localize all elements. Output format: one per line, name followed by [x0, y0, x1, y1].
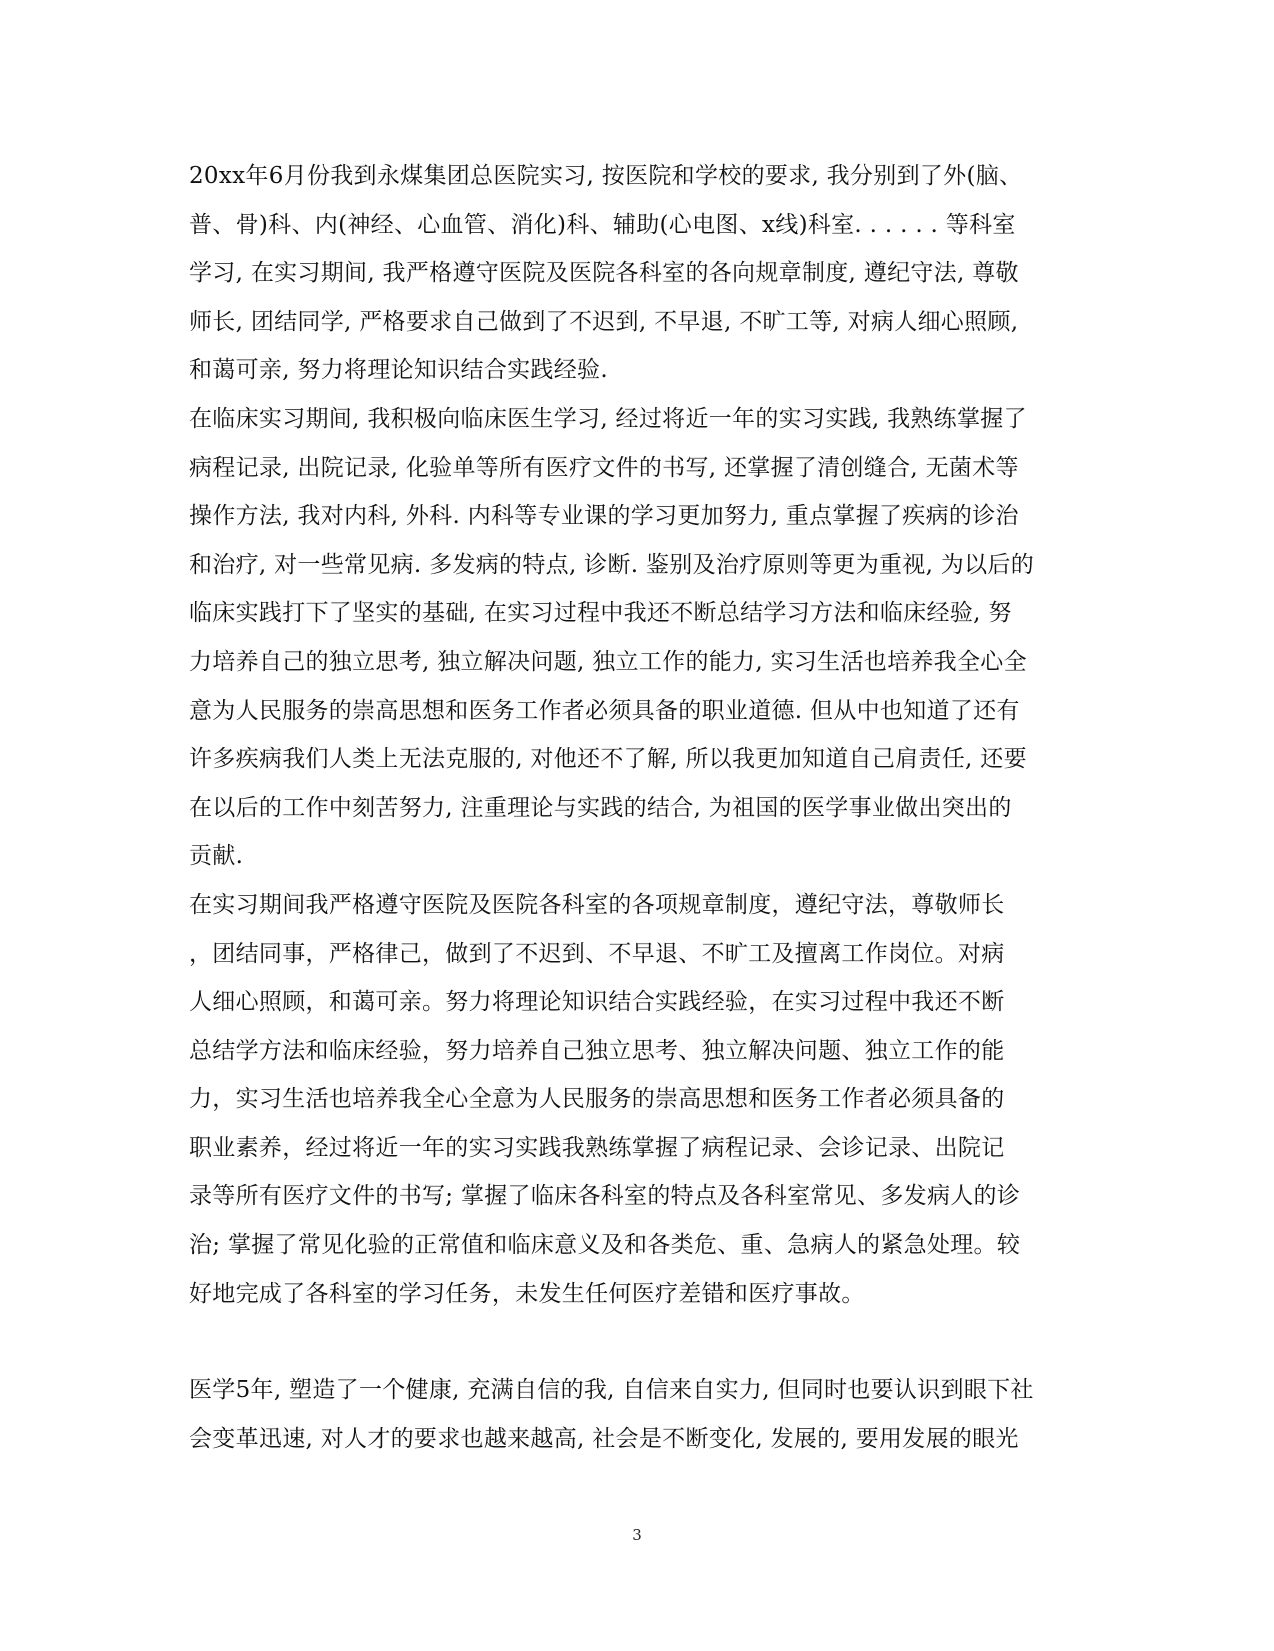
text-line: 在以后的工作中刻苦努力, 注重理论与实践的结合, 为祖国的医学事业做出突出的 [189, 794, 1012, 821]
text-line: 治; 掌握了常见化验的正常值和临床意义及和各类危、重、急病人的紧急处理。较 [189, 1232, 1021, 1259]
text-line: 学习, 在实习期间, 我严格遵守医院及医院各科室的各向规章制度, 遵纪守法, 尊敬 [189, 260, 1019, 287]
text-line: 普、骨)科、内(神经、心血管、消化)科、辅助(心电图、x线)科室. . . . . . 等科室 [189, 211, 1016, 238]
text-line: 20xx年6月份我到永煤集团总医院实习, 按医院和学校的要求, 我分别到了外(脑、 [189, 163, 1023, 189]
text-line: 意为人民服务的崇高思想和医务工作者必须具备的职业道德. 但从中也知道了还有 [189, 697, 1020, 724]
body-text [189, 152, 1079, 1463]
text-line: 好地完成了各科室的学习任务，未发生任何医疗差错和医疗事故。 [189, 1280, 865, 1307]
text-line: 在实习期间我严格遵守医院及医院各科室的各项规章制度，遵纪守法，尊敬师长 [189, 891, 1005, 918]
text-line: 职业素养，经过将近一年的实习实践我熟练掌握了病程记录、会诊记录、出院记 [189, 1134, 1005, 1161]
text-line: 师长, 团结同学, 严格要求自己做到了不迟到, 不早退, 不旷工等, 对病人细心照顾, [189, 308, 1019, 335]
text-line: 贡献. [189, 843, 244, 870]
text-line: 在临床实习期间, 我积极向临床医生学习, 经过将近一年的实习实践, 我熟练掌握了 [189, 405, 1027, 432]
text-line: 临床实践打下了坚实的基础, 在实习过程中我还不断总结学习方法和临床经验, 努 [189, 600, 1012, 627]
text-line: 力培养自己的独立思考, 独立解决问题, 独立工作的能力, 实习生活也培养我全心全 [189, 648, 1027, 675]
text-line: 病程记录, 出院记录, 化验单等所有医疗文件的书写, 还掌握了清创缝合, 无菌术等 [189, 454, 1019, 481]
text-line: 许多疾病我们人类上无法克服的, 对他还不了解, 所以我更加知道自己肩责任, 还要 [189, 746, 1027, 773]
text-line: 录等所有医疗文件的书写; 掌握了临床各科室的特点及各科室常见、多发病人的诊 [189, 1183, 1021, 1210]
text-line: 医学5年, 塑造了一个健康, 充满自信的我, 自信来自实力, 但同时也要认识到眼下社 [189, 1377, 1034, 1404]
text-line: 人细心照顾，和蔼可亲。努力将理论知识结合实践经验，在实习过程中我还不断 [189, 989, 1005, 1016]
paragraph-discipline-summary [189, 881, 1079, 1318]
text-line: ，团结同事，严格律己，做到了不迟到、不早退、不旷工及擅离工作岗位。对病 [189, 940, 1005, 967]
page-number: 3 [632, 1526, 642, 1544]
paragraph-gap [189, 1318, 1079, 1366]
text-line: 和治疗, 对一些常见病. 多发病的特点, 诊断. 鉴别及治疗原则等更为重视, 为以后的 [189, 551, 1035, 578]
text-line: 操作方法, 我对内科, 外科. 内科等专业课的学习更加努力, 重点掌握了疾病的诊治 [189, 503, 1019, 530]
paragraph-clinical-learning [189, 395, 1079, 881]
paragraph-internship-departments [189, 152, 1079, 395]
text-line: 和蔼可亲, 努力将理论知识结合实践经验. [189, 357, 608, 384]
paragraph-five-years-medicine [189, 1366, 1079, 1463]
text-line: 会变革迅速, 对人才的要求也越来越高, 社会是不断变化, 发展的, 要用发展的眼光 [189, 1425, 1019, 1452]
text-line: 总结学方法和临床经验，努力培养自己独立思考、独立解决问题、独立工作的能 [189, 1037, 1005, 1064]
text-line: 力，实习生活也培养我全心全意为人民服务的崇高思想和医务工作者必须具备的 [189, 1086, 1005, 1113]
